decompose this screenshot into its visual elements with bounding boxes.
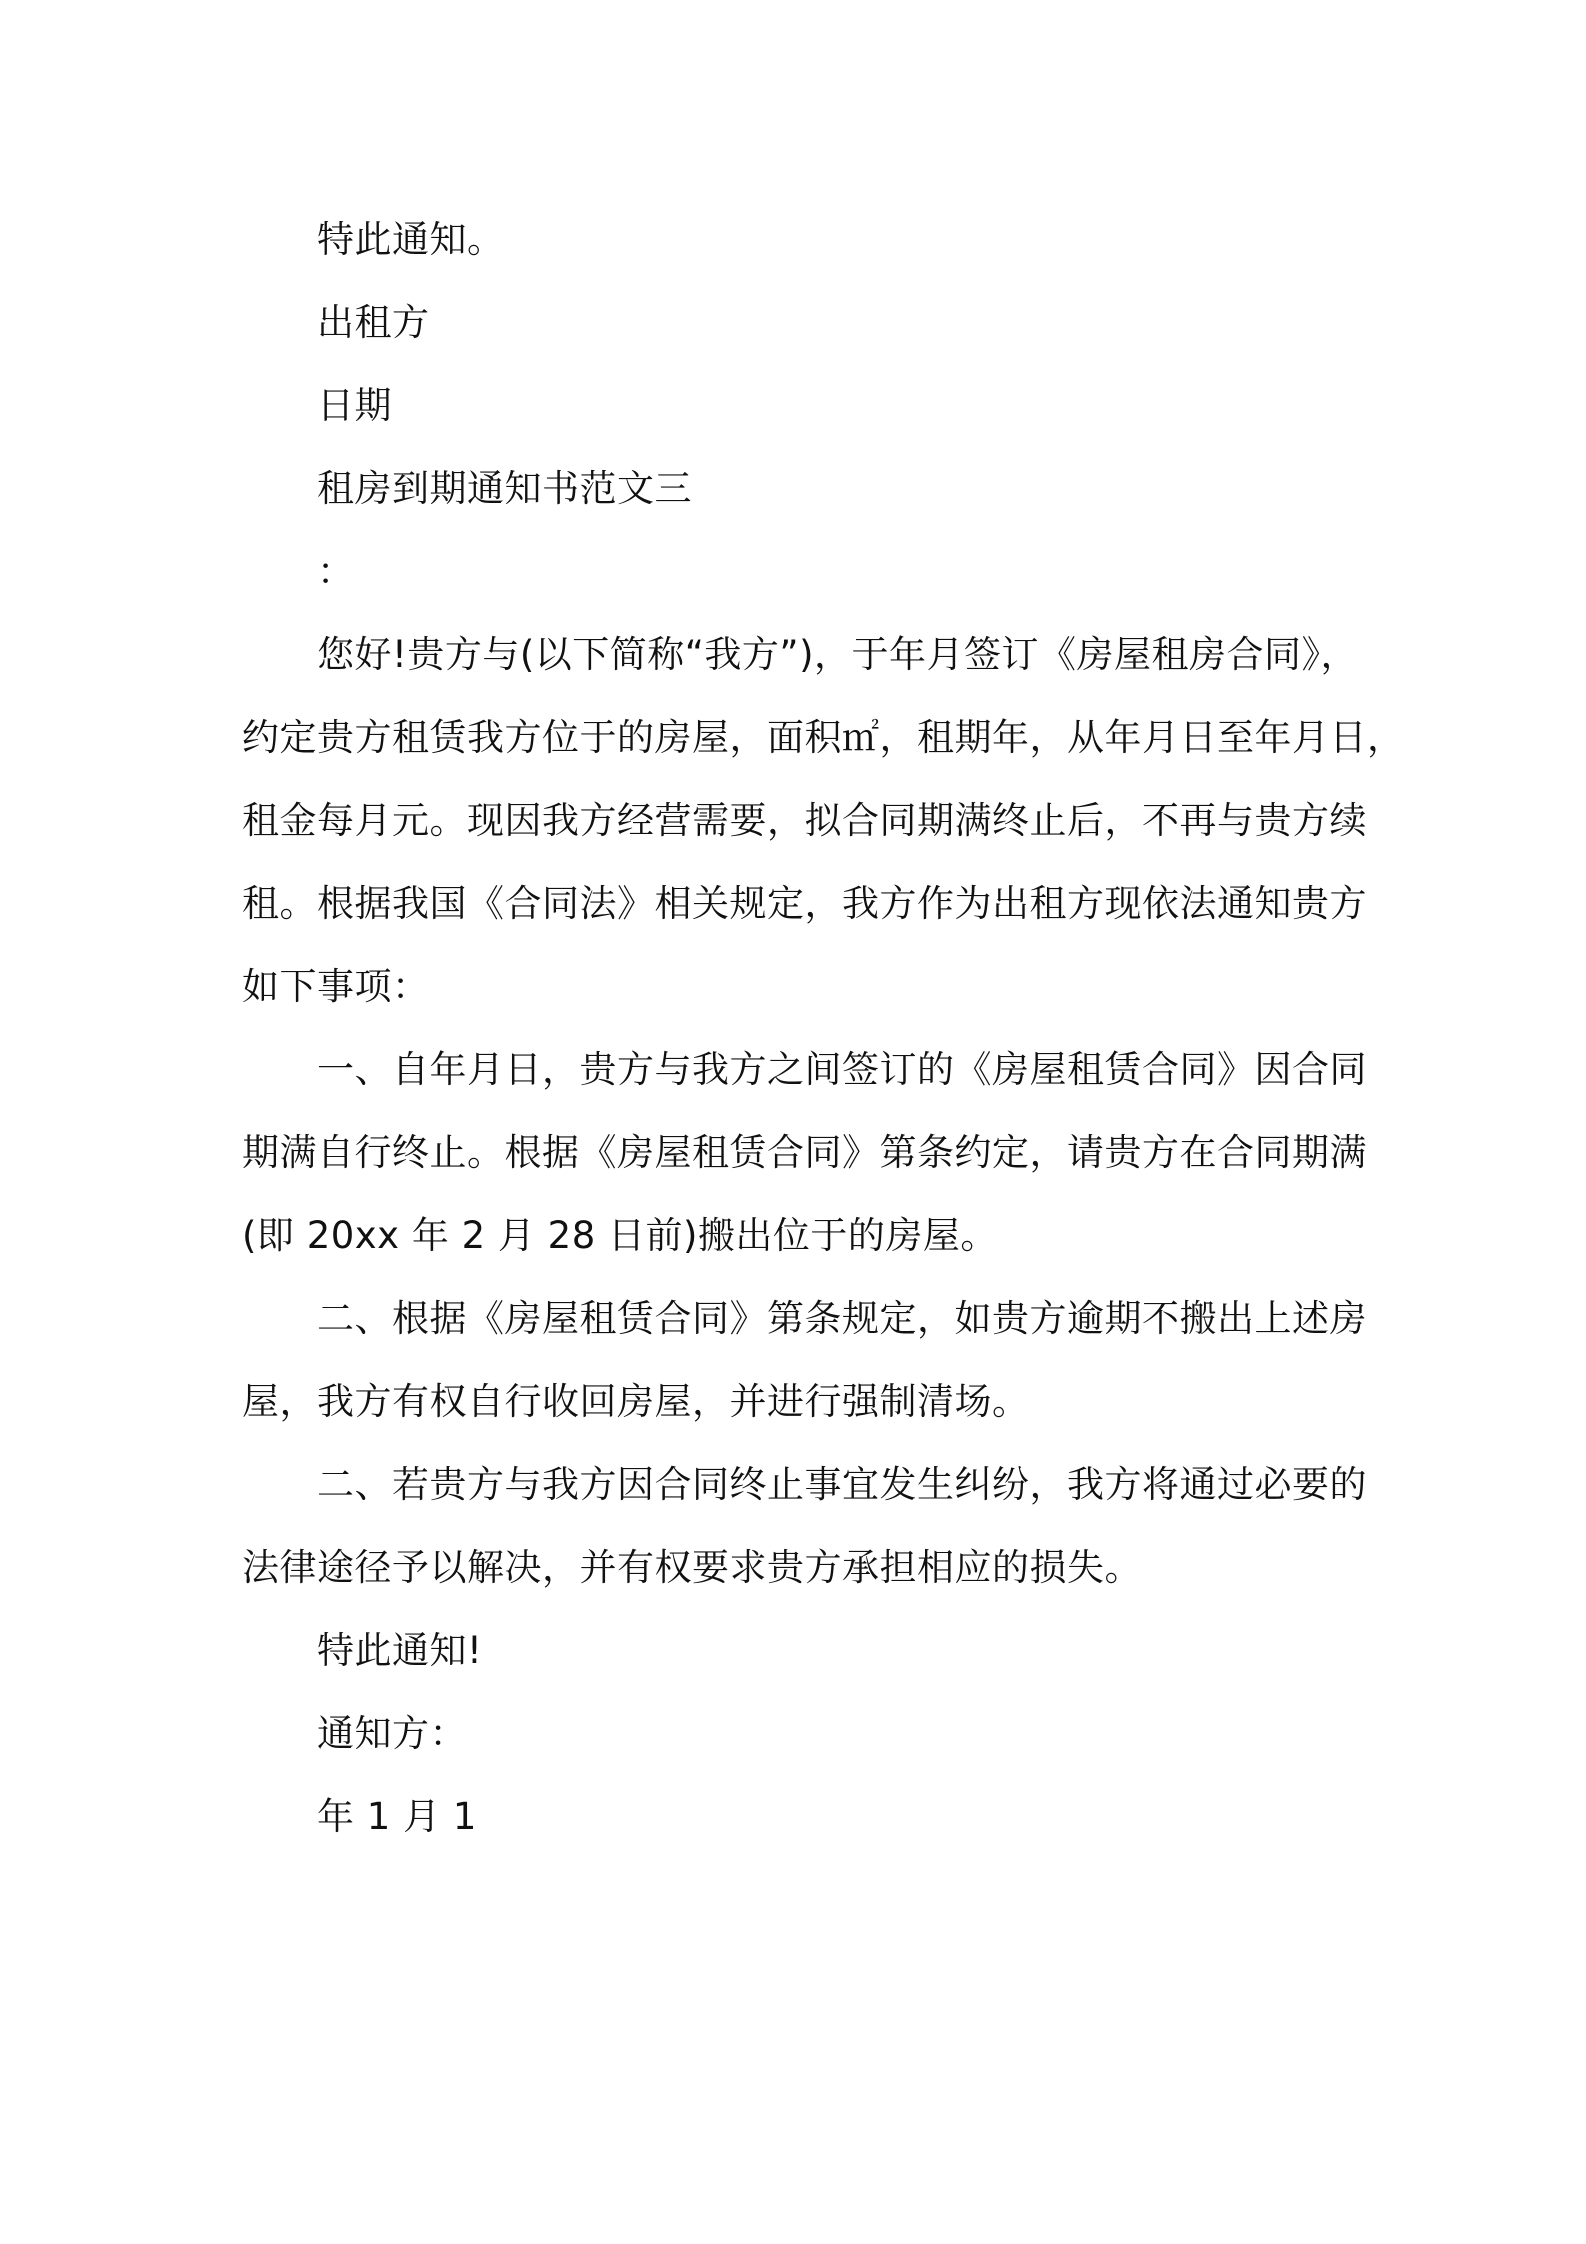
paragraph-line: 如下事项： <box>242 965 430 1008</box>
paragraph-line: (即 20xx 年 2 月 28 日前)搬出位于的房屋。 <box>242 1214 998 1257</box>
salutation: ： <box>317 550 355 593</box>
lessor-label: 出租方 <box>317 301 430 344</box>
notifier-label: 通知方： <box>317 1712 467 1755</box>
paragraph-line: 租金每月元。现因我方经营需要，拟合同期满终止后，不再与贵方续 <box>242 799 1367 842</box>
document-body <box>242 198 1405 1858</box>
closing-notice: 特此通知! <box>317 1629 483 1672</box>
paragraph-line: 法律途径予以解决，并有权要求贵方承担相应的损失。 <box>242 1546 1142 1589</box>
date-label: 日期 <box>317 384 392 427</box>
paragraph-line: 您好!贵方与(以下简称“我方”)，于年月签订《房屋租房合同》， <box>317 633 1359 676</box>
paragraph-line: 二、根据《房屋租赁合同》第条规定，如贵方逾期不搬出上述房 <box>317 1297 1367 1340</box>
closing-notice: 特此通知。 <box>317 218 505 261</box>
section-title: 租房到期通知书范文三 <box>317 467 692 510</box>
paragraph-line: 二、若贵方与我方因合同终止事宜发生纠纷，我方将通过必要的 <box>317 1463 1367 1506</box>
paragraph-line: 一、自年月日，贵方与我方之间签订的《房屋租赁合同》因合同 <box>317 1048 1367 1091</box>
date-line: 年 1 月 1 <box>317 1795 477 1838</box>
paragraph-line: 期满自行终止。根据《房屋租赁合同》第条约定，请贵方在合同期满 <box>242 1131 1367 1174</box>
paragraph-line: 屋，我方有权自行收回房屋，并进行强制清场。 <box>242 1380 1030 1423</box>
paragraph-line: 租。根据我国《合同法》相关规定，我方作为出租方现依法通知贵方 <box>242 882 1367 925</box>
paragraph-line: 约定贵方租赁我方位于的房屋，面积㎡，租期年，从年月日至年月日， <box>242 716 1405 759</box>
